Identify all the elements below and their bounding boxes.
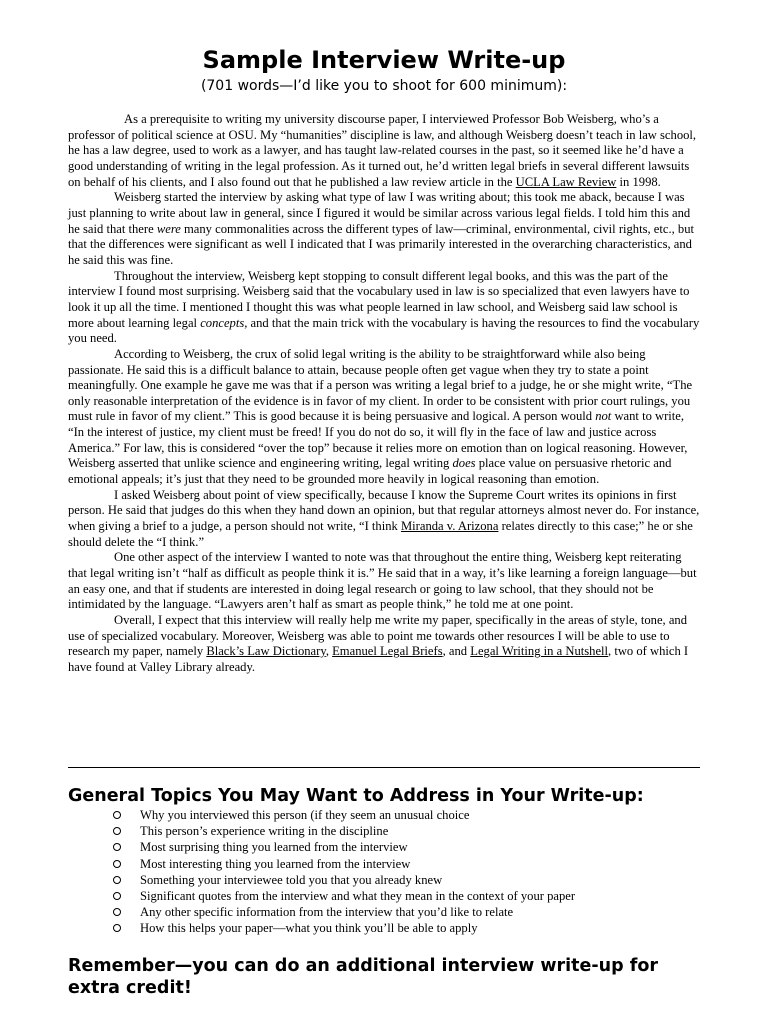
list-item <box>108 888 708 904</box>
paragraph-text: many commonalities across the different types of law—criminal, environmental, civil rights, etc., but that the differences were significant as well I indicated that I was primarily interested in the overarching characteristics, and he said this was fine. <box>68 221 695 267</box>
topics-list <box>108 807 708 937</box>
list-item-text: Any other specific information from the interview that you’d like to relate <box>140 905 514 920</box>
list-item <box>108 904 708 920</box>
paragraph-text: place value on persuasive rhetoric and emotional appeals; it’s just that they need to be grounded more heavily in logical reasoning than emotion. <box>68 456 672 487</box>
paragraph-text: I asked Weisberg about point of view specifically, because I know the Supreme Court writes its opinions in first person. He said that judges do this when they hand down an opinion, but that regular attorneys almost never do. For instance, when giving a brief to a judge, a person should not write, “I think <box>68 487 700 534</box>
essay-paragraph-5 <box>68 488 700 551</box>
paragraph-text: , and that the main trick with the vocabulary is having the resources to find the vocabulary you need. <box>68 315 700 346</box>
case-name: Miranda v. Arizona <box>400 519 499 534</box>
essay-paragraph-6 <box>68 550 700 613</box>
emphasis-concepts: concepts <box>200 315 245 330</box>
topics-heading: General Topics You May Want to Address in Your Write-up: <box>68 786 644 806</box>
list-item <box>108 823 708 839</box>
essay-paragraph-3 <box>68 269 700 347</box>
bullet-circle-icon <box>113 908 121 916</box>
list-item <box>108 872 708 888</box>
emphasis-were: were <box>156 221 181 236</box>
bullet-circle-icon <box>113 843 121 851</box>
list-item <box>108 920 708 936</box>
paragraph-text: Overall, I expect that this interview will really help me write my paper, specifically in the areas of style, tone, and use of specialized vocabulary. Moreover, Weisberg was able to point me towards other resources I will be able to use to research my paper, namely <box>68 613 688 659</box>
list-item-text: Most interesting thing you learned from the interview <box>140 856 411 871</box>
paragraph-text: Throughout the interview, Weisberg kept stopping to consult different legal books, and this was the part of the interview I found most surprising. Weisberg said that the vocabulary used in law is so specialized that even lawyers have to look it up all the time. I mentioned I thought this was what people learned in law school, and Weisberg said law school is more about learning legal <box>68 268 690 330</box>
emphasis-does: does <box>452 456 476 471</box>
essay-paragraph-2 <box>68 190 700 268</box>
extra-credit-note: Remember—you can do an additional interview write-up for extra credit! <box>68 956 659 998</box>
essay-body <box>68 112 700 676</box>
list-item-text: Why you interviewed this person (if they seem an unusual choice <box>140 808 470 822</box>
bullet-circle-icon <box>113 876 121 884</box>
bullet-circle-icon <box>113 811 121 819</box>
book-title: Black’s Law Dictionary <box>206 644 326 659</box>
paragraph-text: in 1998. <box>616 174 661 189</box>
emphasis-not: not <box>595 409 612 424</box>
page-title: Sample Interview Write-up <box>202 46 566 74</box>
journal-title: UCLA Law Review <box>515 174 617 189</box>
paragraph-text: Weisberg started the interview by asking what type of law I was writing about; this took me aback, because I was just planning to write about law in general, since I figured it would be similar across various legal fields. I told him this and he said that there <box>68 190 691 236</box>
list-item <box>108 807 708 823</box>
book-title: Emanuel Legal Briefs <box>332 644 443 659</box>
paragraph-text: One other aspect of the interview I wanted to note was that throughout the entire thing, Weisberg kept reiterating that legal writing isn’t “half as difficult as people think it is.” He said that in a way, it’s like learning a foreign language—but an easy one, and that if students are interested in doing legal research or going to law school, that they should not be intimidated by the language. “Lawyers aren’t half as smart as people think,” he told me at one point. <box>68 550 697 612</box>
list-item-text: Something your interviewee told you that you already knew <box>140 872 443 887</box>
list-item-text: This person’s experience writing in the discipline <box>140 824 389 839</box>
bullet-circle-icon <box>113 827 121 835</box>
bullet-circle-icon <box>113 892 121 900</box>
paragraph-text: , two of which I have found at Valley Library already. <box>68 644 689 674</box>
bullet-circle-icon <box>113 860 121 868</box>
separator-text: , <box>325 644 333 659</box>
paragraph-text: want to write, “In the interest of justice, my client must be freed! If you do not do so, it will fly in the face of law and justice across America.” For law, this is considered “over the top” because it relies more on emotion than on logical reasoning. However, Weisberg asserted that unlike science and engineering writing, legal writing <box>68 409 688 471</box>
section-divider <box>68 767 700 768</box>
list-item-text: Significant quotes from the interview and what they mean in the context of your paper <box>140 889 576 904</box>
book-title: Legal Writing in a Nutshell <box>470 644 609 659</box>
separator-text: , and <box>442 644 471 659</box>
word-count-subtitle: (701 words—I’d like you to shoot for 600 minimum): <box>200 78 568 94</box>
paragraph-text: relates directly to this case;” he or she should delete the “I think.” <box>68 519 693 549</box>
essay-paragraph-4 <box>68 347 700 488</box>
bullet-circle-icon <box>113 924 121 932</box>
list-item-text: Most surprising thing you learned from the interview <box>140 840 408 855</box>
list-item <box>108 856 708 872</box>
paragraph-text: According to Weisberg, the crux of solid legal writing is the ability to be straightforward while also being passionate. He said this is a difficult balance to attain, because people often get vague when they try to state a point meaningfully. One example he gave me was that if a person was writing a legal brief to a judge, he or she might write, “The only reasonable interpretation of the evidence is in favor of my client. In order to be consistent with prior court rulings, you must rule in favor of my client.” This is good because it is being persuasive and logical. A person would <box>68 346 693 424</box>
essay-paragraph-7 <box>68 613 700 676</box>
essay-paragraph-1 <box>68 112 700 190</box>
list-item-text: How this helps your paper—what you think you’ll be able to apply <box>140 921 478 936</box>
list-item <box>108 839 708 855</box>
paragraph-text: As a prerequisite to writing my university discourse paper, I interviewed Professor Bob Weisberg, who’s a professor of political science at OSU. My “humanities” discipline is law, and although Weisberg doesn’t teach in law school, he has a law degree, used to work as a lawyer, and has taught law-related courses in the past, so it seemed like he’d have a good understanding of writing in the legal profession. As it turned out, he’d written legal briefs in several different lawsuits on behalf of his clients, and I also found out that he published a law review article in the <box>68 112 697 189</box>
